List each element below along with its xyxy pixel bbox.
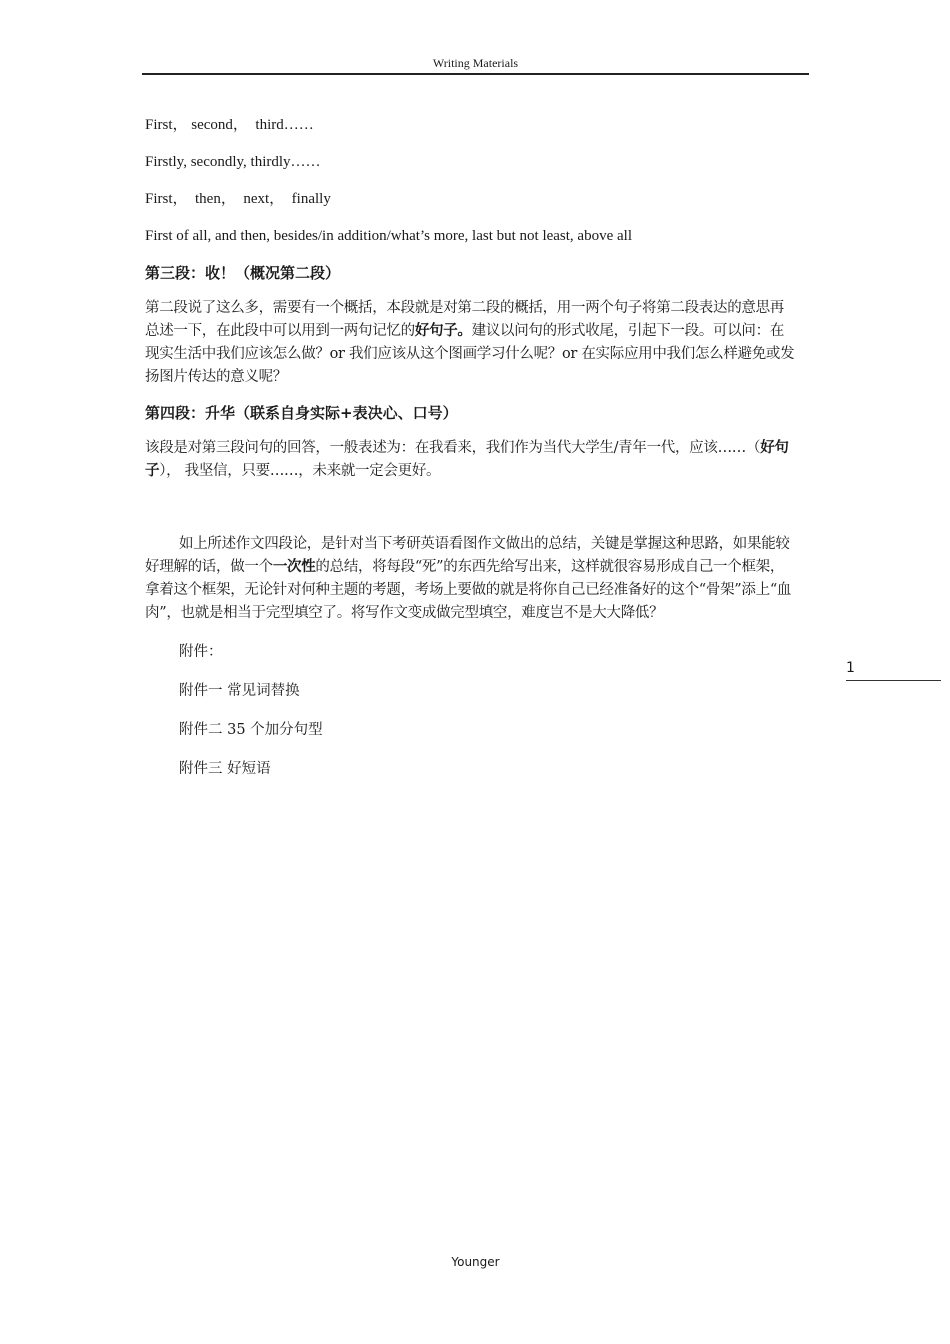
summary-text-after: 的总结，将每段“死”的东西先给写出来，这样就很容易形成自己一个框架，拿着这个框架，无论针对何种主题的考题，考场上要做的就是将你自己已经准备好的这个“骨架”添上“血肉”，也就是相当于完型填空了。将写作文变成做完型填空，难度岂不是大大降低？ — [145, 559, 792, 621]
section4-heading: 第四段：升华（联系自身实际+表决心、口号） — [145, 404, 458, 422]
header-divider — [142, 73, 809, 75]
attachment-item: 附件二 35 个加分句型 — [179, 722, 323, 738]
section3-text-after: 建议以问句的形式收尾，引起下一段。可以问：在现实生活中我们应该怎么做？or 我们应该从这个图画学习什么呢？or 在实际应用中我们怎么样避免或发扬图片传达的意义呢？ — [145, 323, 795, 385]
transition-line: Firstly, secondly, thirdly…… — [145, 154, 321, 170]
document-body — [145, 114, 795, 797]
page-number-underline — [846, 680, 941, 681]
section4-text-before: 该段是对第三段问句的回答，一般表述为：在我看来，我们作为当代大学生/青年一代，应该……（ — [145, 440, 761, 456]
section3-text-before: 第二段说了这么多，需要有一个概括，本段就是对第二段的概括，用一两个句子将第二段表达的意思再总述一下，在此段中可以用到一两句记忆的 — [145, 300, 784, 339]
summary-text-before: 如上所述作文四段论，是针对当下考研英语看图作文做出的总结，关键是掌握这种思路，如果能较好理解的话，做一个 — [145, 536, 790, 575]
attachment-item: 附件一 常见词替换 — [179, 683, 300, 699]
transition-line: First， second， third…… — [145, 117, 314, 133]
section3-heading: 第三段：收！（概况第二段） — [145, 264, 341, 282]
transition-line: First， then， next， finally — [145, 191, 331, 207]
section4-text-after: ）， 我坚信，只要……，未来就一定会更好。 — [159, 463, 441, 479]
section3-text-bold: 好句子。 — [414, 323, 472, 339]
page-footer: Younger — [451, 1255, 500, 1269]
section4-text-bold: 好句子 — [145, 440, 789, 479]
page-number: 1 — [846, 660, 855, 676]
summary-text-bold: 一次性 — [272, 559, 316, 575]
attachments-title: 附件： — [179, 644, 223, 660]
attachment-item: 附件三 好短语 — [179, 761, 271, 777]
page-header-title: Writing Materials — [432, 56, 519, 70]
section4-paragraph — [145, 437, 795, 483]
section3-paragraph — [145, 297, 795, 389]
transition-line: First of all, and then, besides/in addition/what’s more, last but not least, above all — [145, 228, 632, 244]
summary-paragraph — [145, 533, 795, 625]
